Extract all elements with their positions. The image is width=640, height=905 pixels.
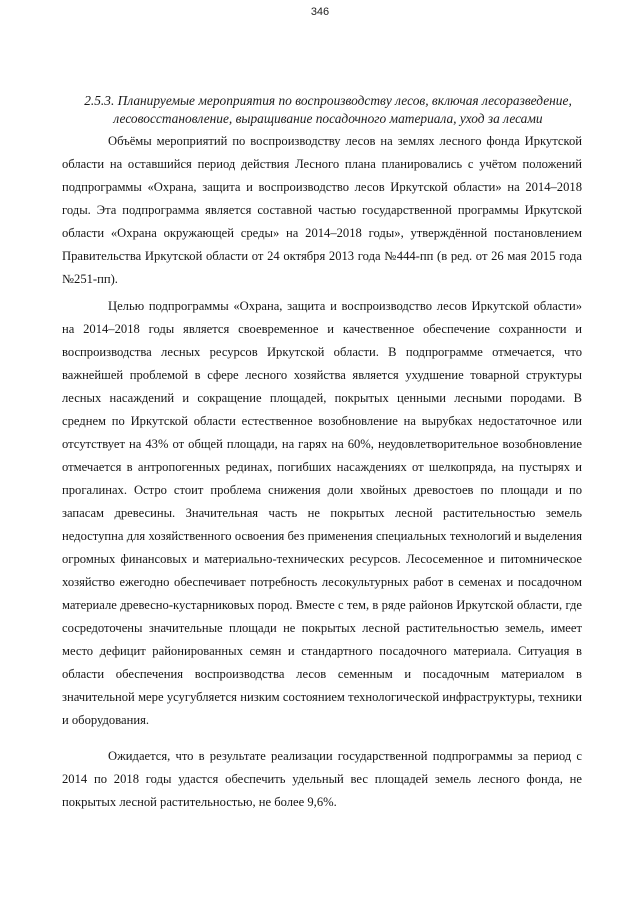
paragraph-expected-result: Ожидается, что в результате реализации государственной подпрограммы за период с 2014 по 2018 годы удастся обеспечить удельный вес площадей земель лесного фонда, не покрытых лесной растительностью, не более 9,6%. [62,749,582,809]
paragraph-subprogram-goal: Целью подпрограммы «Охрана, защита и воспроизводство лесов Иркутской области» на 2014–2018 годы является своевременное и качественное обеспечение сохранности и воспроизводства лесных ресурсов Иркутской области. В подпрограмме отмечается, что важнейшей проблемой в сфере лесного хозяйства является ухудшение товарной структуры лесных насаждений и сокращение площадей, покрытых ценными лесными породами. В среднем по Иркутской области естественное возобновление на вырубках недостаточное или отсутствует на 43% от общей площади, на гарях на 60%, неудовлетворительное возобновление отмечается в антропогенных рединах, погибших насаждениях от шелкопряда, на пустырях и прогалинах. Остро стоит проблема снижения доли хвойных древостоев по площади и по запасам древесины. Значительная часть не покрытых лесной растительностью земель недоступна для хозяйственного освоения без применения специальных технологий и выделения огромных финансовых и материально-технических ресурсов. Лесосеменное и питомническое хозяйство ежегодно обеспечивает потребность лесокультурных работ в семенах и посадочном материале древесно-кустарниковых пород. Вместе с тем, в ряде районов Иркутской области, где сосредоточены значительные площади не покрытых лесной растительностью земель, имеет место дефицит районированных семян и стандартного посадочного материала. Ситуация в области обеспечения воспроизводства лесов семенным и посадочным материалом в значительной мере усугубляется низким состоянием технологической инфраструктуры, техники и оборудования. [62,299,582,727]
paragraph-reproduction-volumes: Объёмы мероприятий по воспроизводству лесов на землях лесного фонда Иркутской области на оставшийся период действия Лесного плана планировались с учётом положений подпрограммы «Охрана, защита и воспроизводство лесов Иркутской области» на 2014–2018 годы. Эта подпрограмма является составной частью государственной программы Иркутской области «Охрана окружающей среды» на 2014–2018 годы», утверждённой постановлением Правительства Иркутской области от 24 октября 2013 года №444-пп (в ред. от 26 мая 2015 года №251-пп). [62,134,582,286]
page-number: 346 [310,6,330,18]
section-heading: 2.5.3. Планируемые мероприятия по воспроизводству лесов, включая лесоразведение, лесовосстановление, выращивание посадочного материала, уход за лесами [84,93,572,126]
